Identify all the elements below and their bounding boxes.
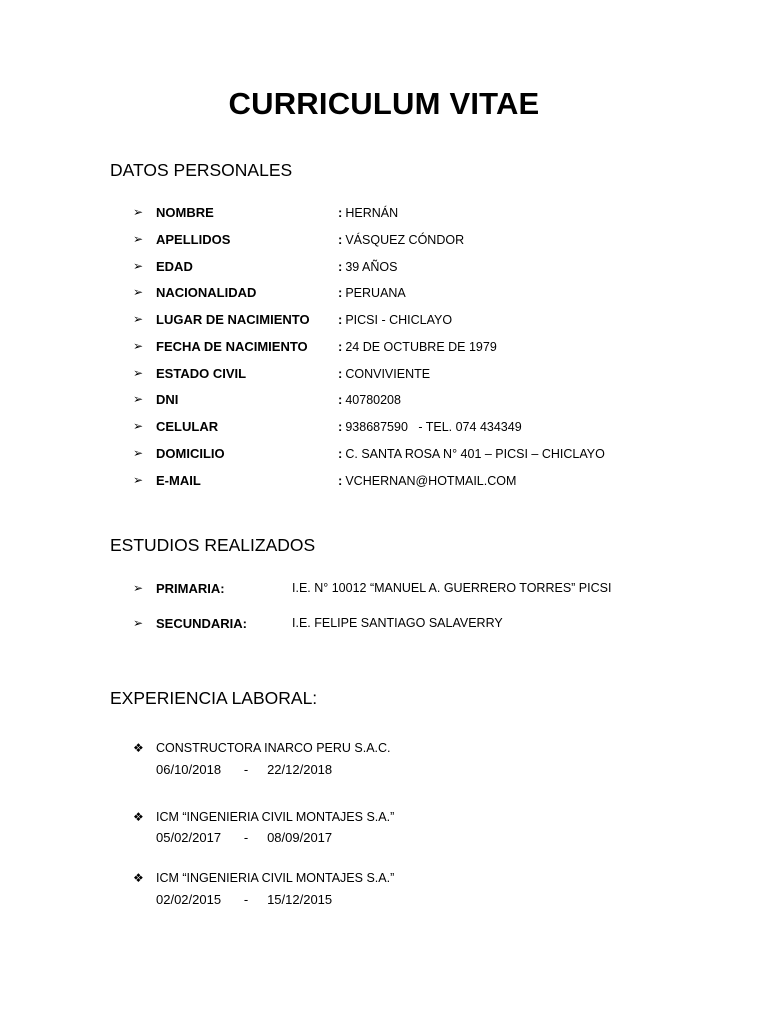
personal-row-email [133,470,517,490]
field-label: NOMBRE [156,204,214,220]
field-label: DNI [156,391,179,407]
field-value: 938687590 - TEL. 074 434349 [345,419,522,434]
education-label: PRIMARIA: [156,580,225,596]
personal-row-address [133,443,605,463]
field-value: VÁSQUEZ CÓNDOR [345,232,465,247]
date-separator: - [243,762,249,777]
personal-data-heading: DATOS PERSONALES [110,160,293,180]
arrowhead-bullet-icon: ➢ [133,259,144,273]
arrowhead-bullet-icon: ➢ [133,232,144,246]
personal-row-name [133,202,399,222]
date-separator: - [243,830,249,845]
field-value: PERUANA [345,285,406,300]
field-label: NACIONALIDAD [156,284,257,300]
start-date: 05/02/2017 [156,830,222,845]
four-diamond-bullet-icon: ❖ [133,810,144,824]
personal-row-dni [133,389,401,409]
colon: : [338,338,343,354]
experience-company [133,871,394,885]
page-title: CURRICULUM VITAE [228,86,540,121]
company-name: ICM “INGENIERIA CIVIL MONTAJES S.A.” [156,871,395,885]
four-diamond-bullet-icon: ❖ [133,741,144,755]
field-value: HERNÁN [345,205,399,220]
field-label: DOMICILIO [156,445,225,461]
company-name: CONSTRUCTORA INARCO PERU S.A.C. [156,741,391,755]
personal-row-surnames [133,229,465,249]
field-value: 39 AÑOS [345,259,398,274]
end-date: 15/12/2015 [267,892,333,907]
colon: : [338,231,343,247]
experience-heading: EXPERIENCIA LABORAL: [110,688,318,708]
arrowhead-bullet-icon: ➢ [133,366,144,380]
experience-dates [156,892,332,907]
field-value: C. SANTA ROSA N° 401 – PICSI – CHICLAYO [345,446,605,461]
arrowhead-bullet-icon: ➢ [133,312,144,326]
arrowhead-bullet-icon: ➢ [133,285,144,299]
experience-company [133,810,394,824]
personal-row-nationality [133,282,406,302]
arrowhead-bullet-icon: ➢ [133,339,144,353]
field-value: VCHERNAN@HOTMAIL.COM [345,473,517,488]
end-date: 08/09/2017 [267,830,333,845]
arrowhead-bullet-icon: ➢ [133,419,144,433]
field-label: APELLIDOS [156,231,231,247]
colon: : [338,418,343,434]
colon: : [338,365,343,381]
company-name: ICM “INGENIERIA CIVIL MONTAJES S.A.” [156,810,395,824]
personal-row-marital-status [133,363,431,383]
field-value: CONVIVIENTE [345,366,431,381]
field-label: ESTADO CIVIL [156,365,247,381]
education-row-secondary [133,613,503,633]
colon: : [338,204,343,220]
colon: : [338,258,343,274]
education-label: SECUNDARIA: [156,615,247,631]
field-value: 24 DE OCTUBRE DE 1979 [345,339,497,354]
colon: : [338,391,343,407]
education-heading: ESTUDIOS REALIZADOS [110,535,316,555]
education-value: I.E. FELIPE SANTIAGO SALAVERRY [292,616,503,630]
arrowhead-bullet-icon: ➢ [133,616,144,630]
colon: : [338,311,343,327]
start-date: 02/02/2015 [156,892,222,907]
experience-dates [156,762,332,777]
date-separator: - [243,892,249,907]
start-date: 06/10/2018 [156,762,222,777]
field-label: FECHA DE NACIMIENTO [156,338,308,354]
experience-dates [156,830,332,845]
arrowhead-bullet-icon: ➢ [133,446,144,460]
arrowhead-bullet-icon: ➢ [133,392,144,406]
field-value: PICSI - CHICLAYO [345,312,453,327]
arrowhead-bullet-icon: ➢ [133,473,144,487]
education-row-primary [133,578,612,598]
field-label: E-MAIL [156,472,201,488]
experience-company [133,741,391,755]
field-label: EDAD [156,258,193,274]
personal-row-phone [133,416,522,436]
colon: : [338,472,343,488]
field-value: 40780208 [345,392,401,407]
personal-row-birthdate [133,336,497,356]
personal-row-age [133,256,398,276]
arrowhead-bullet-icon: ➢ [133,581,144,595]
colon: : [338,284,343,300]
end-date: 22/12/2018 [267,762,333,777]
education-value: I.E. N° 10012 “MANUEL A. GUERRERO TORRES” PICSI [292,581,612,595]
four-diamond-bullet-icon: ❖ [133,871,144,885]
colon: : [338,445,343,461]
personal-row-birthplace [133,309,453,329]
field-label: LUGAR DE NACIMIENTO [156,311,310,327]
field-label: CELULAR [156,418,219,434]
arrowhead-bullet-icon: ➢ [133,205,144,219]
